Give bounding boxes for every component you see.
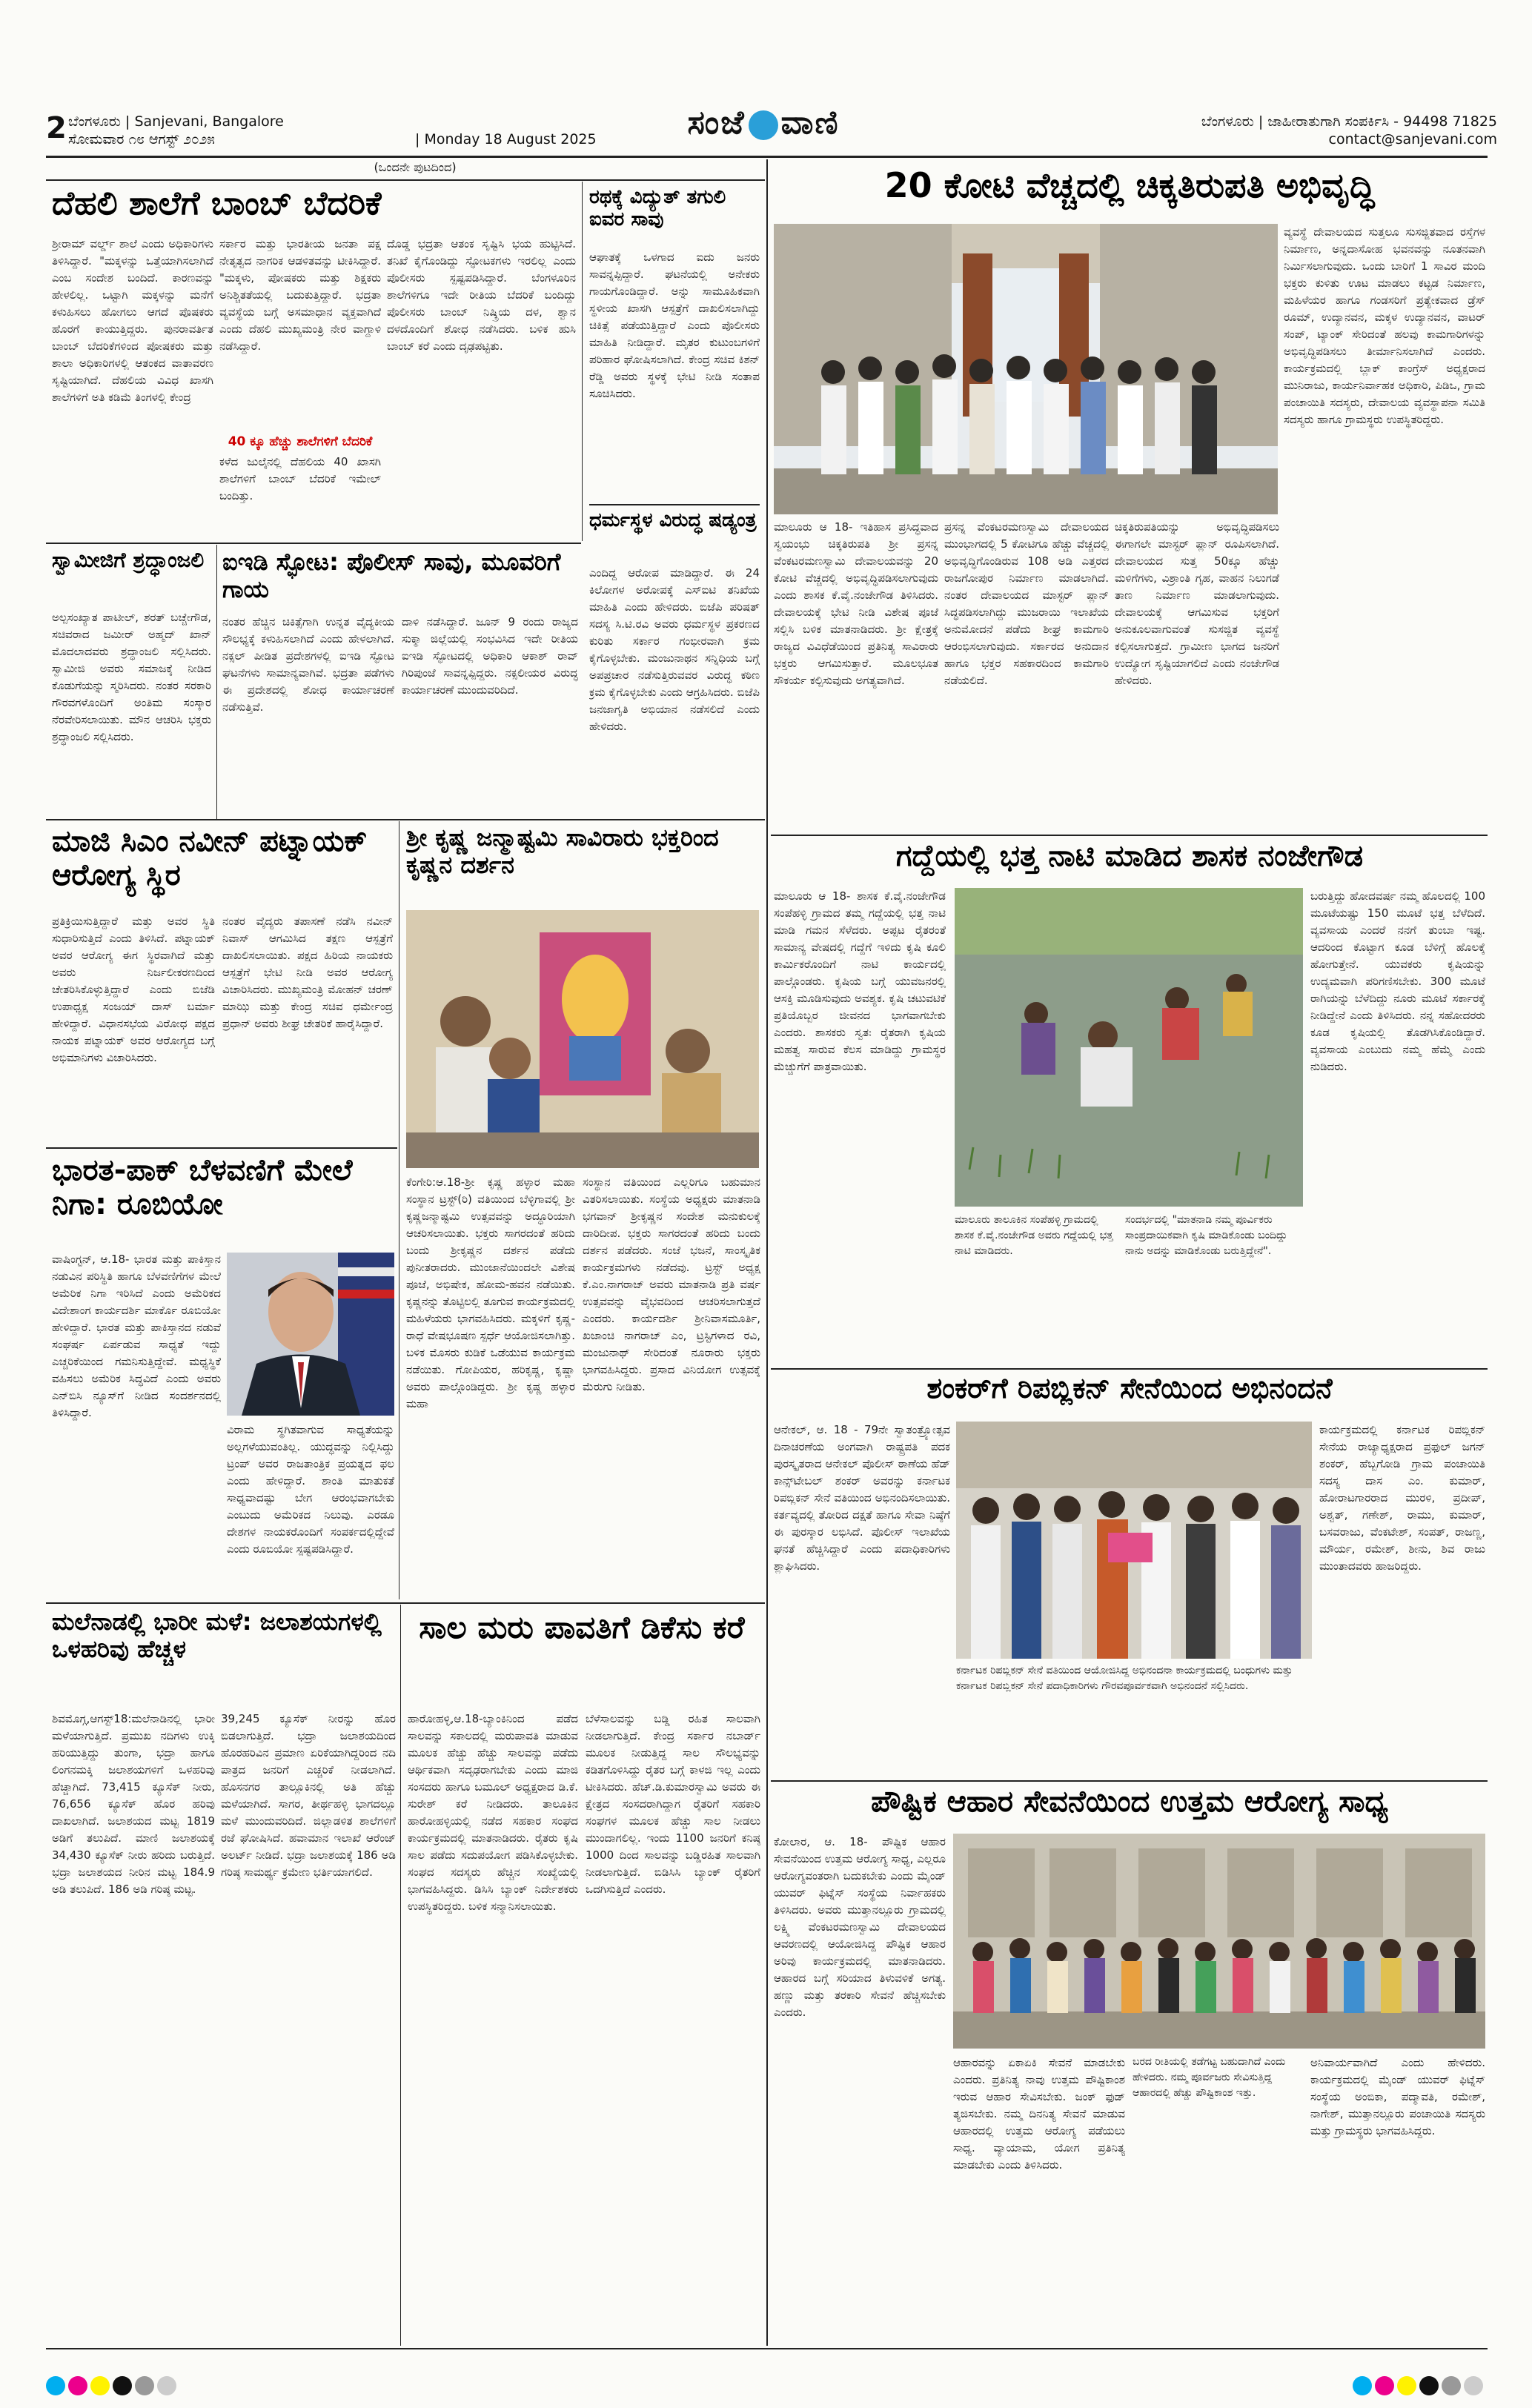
bomb-highlight: 40 ಕ್ಕೂ ಹೆಚ್ಚು ಶಾಲೆಗಳಿಗೆ ಬೆದರಿಕೆ (228, 434, 373, 449)
rubio-headline: ಭಾರತ-ಪಾಕ್ ಬೆಳವಣಿಗೆ ಮೇಲೆ ನಿಗಾ: ರೂಬಿಯೋ (52, 1153, 353, 1221)
rain-col1: ಶಿವಮೊಗ್ಗ,ಆಗಸ್ಟ್18:ಮಲೆನಾಡಿನಲ್ಲಿ ಭಾರೀ ಮಳೆಯಾಗುತ್ತಿದೆ. ಪ್ರಮುಖ ನದಿಗಳು ಉಕ್ಕಿ ಹರಿಯುತ್ತಿದ್ದು ತುಂಗಾ, ಭದ್ರಾ ಹಾಗೂ ಲಿಂಗನಮಕ್ಕಿ ಜಲಾಶಯಗಳಿಗೆ ಒಳಹರಿವು ಹೆಚ್ಚಾಗಿದೆ. 73,415 ಕ್ಯೂಸೆಕ್ ನೀರು, 76,656 ಕ್ಯೂಸೆಕ್ ಹೊರ ಹರಿವು ದಾಖಲಾಗಿದೆ. ಜಲಾಶಯದ ಮಟ್ಟ 1819 ಅಡಿಗೆ ತಲುಪಿದೆ. ಮಾಣಿ ಜಲಾಶಯಕ್ಕೆ 34,430 ಕ್ಯೂಸೆಕ್ ನೀರು ಹರಿದು ಬರುತ್ತಿದೆ. ಭದ್ರಾ ಜಲಾಶಯದ ನೀರಿನ ಮಟ್ಟ 184.9 ಅಡಿ ತಲುಪಿದೆ. 186 ಅಡಿ ಗರಿಷ್ಠ ಮಟ್ಟ. (52, 1712, 215, 1896)
tirupati-col1: ಮಾಲೂರು ಆ 18- ಇತಿಹಾಸ ಪ್ರಸಿದ್ಧವಾದ ಸ್ವಯಂಭು ಚಿಕ್ಕತಿರುಪತಿ ಶ್ರೀ ಪ್ರಸನ್ನ ವೆಂಕಟರಮಣಸ್ವಾಮಿ ದೇವಾಲಯವನ್ನು 20 ಕೋಟಿ ವೆಚ್ಚದಲ್ಲಿ ಅಭಿವೃದ್ಧಿಪಡಿಸಲಾಗುವುದು ಎಂದು ಶಾಸಕ ಕೆ.ವೈ.ನಂಜೇಗೌಡ ತಿಳಿಸಿದರು. ದೇವಾಲಯಕ್ಕೆ ಭೇಟಿ ನೀಡಿ ವಿಶೇಷ ಪೂಜೆ ಸಲ್ಲಿಸಿ ಬಳಿಕ ಮಾತನಾಡಿದರು. ಶ್ರೀ ಕ್ಷೇತ್ರಕ್ಕೆ ರಾಜ್ಯದ ವಿವಿಧೆಡೆಯಿಂದ ಪ್ರತಿನಿತ್ಯ ಸಾವಿರಾರು ಭಕ್ತರು ಆಗಮಿಸುತ್ತಾರೆ. ಮೂಲಭೂತ ಸೌಕರ್ಯ ಕಲ್ಪಿಸುವುದು ಅಗತ್ಯವಾಗಿದೆ. (774, 520, 938, 687)
print-registration-left (46, 2376, 224, 2398)
tirupati-side: ವ್ಯವಸ್ಥೆ ದೇವಾಲಯದ ಸುತ್ತಲೂ ಸುಸಜ್ಜಿತವಾದ ರಸ್ತೆಗಳ ನಿರ್ಮಾಣ, ಅನ್ನದಾಸೋಹ ಭವನವನ್ನು ನೂತನವಾಗಿ ನಿರ್ಮಿಸಲಾಗುವುದು. ಒಂದು ಬಾರಿಗೆ 1 ಸಾವಿರ ಮಂದಿ ಭಕ್ತರು ಕುಳಿತು ಊಟ ಮಾಡಲು ಕಟ್ಟಡ ನಿರ್ಮಾಣ, ಮಹಿಳೆಯರ ಹಾಗೂ ಗಂಡಸರಿಗೆ ಪ್ರತ್ಯೇಕವಾದ ಡ್ರೆಸ್ ರೂಮ್, ಉದ್ಯಾನವನ, ಮಕ್ಕಳ ಉದ್ಯಾನವನ, ವಾಟರ್ ಸಂಪ್, ಟ್ಯಾಂಕ್ ಸೇರಿದಂತೆ ಹಲವು ಕಾಮಗಾರಿಗಳನ್ನು ಅಭಿವೃದ್ಧಿಪಡಿಸಲು ತೀರ್ಮಾನಿಸಲಾಗಿದೆ ಎಂದರು. ಕಾರ್ಯಕ್ರಮದಲ್ಲಿ ಬ್ಲಾಕ್ ಕಾಂಗ್ರೆಸ್ ಅಧ್ಯಕ್ಷರಾದ ಮುನಿರಾಜು, ಕಾರ್ಯನಿರ್ವಾಹಕ ಅಧಿಕಾರಿ, ಪಿಡಿಒ, ಗ್ರಾಮ ಪಂಚಾಯಿತಿ ಸದಸ್ಯರು, ದೇವಾಲಯ ವ್ಯವಸ್ಥಾಪನಾ ಸಮಿತಿ ಸದಸ್ಯರು ಹಾಗೂ ಗ್ರಾಮಸ್ಥರು ಉಪಸ್ಥಿತರಿದ್ದರು. (1284, 225, 1485, 426)
shankar-felicitation-photo (956, 1422, 1312, 1659)
bomb-headline: ದೆಹಲಿ ಶಾಲೆಗೆ ಬಾಂಬ್ ಬೆದರಿಕೆ (52, 185, 382, 222)
paddy-photo (955, 888, 1303, 1207)
paddy-field-photo (955, 888, 1303, 1207)
tirupati-col2: ಪ್ರಸನ್ನ ವೆಂಕಟರಮಣಸ್ವಾಮಿ ದೇವಾಲಯದ ಮುಂಭಾಗದಲ್ಲಿ 5 ಕೋಟಿಗೂ ಹೆಚ್ಚು ವೆಚ್ಚದಲ್ಲಿ ಅಭಿವೃದ್ಧಿಗೊಂಡಿರುವ 108 ಅಡಿ ಎತ್ತರದ ರಾಜಗೋಪುರ ನಿರ್ಮಾಣ ಮಾಡಲಾಗಿದೆ. ನಂತರ ದೇವಾಲಯದ ಮಾಸ್ಟರ್ ಪ್ಲಾನ್ ಸಿದ್ಧಪಡಿಸಲಾಗಿದ್ದು ಮುಜರಾಯಿ ಇಲಾಖೆಯ ಅನುಮೋದನೆ ಪಡೆದು ಶೀಘ್ರ ಕಾಮಗಾರಿ ಆರಂಭಿಸಲಾಗುವುದು. ಸರ್ಕಾರದ ಅನುದಾನ ಹಾಗೂ ಭಕ್ತರ ಸಹಕಾರದಿಂದ ಕಾಮಗಾರಿ ನಡೆಯಲಿದೆ. (944, 520, 1109, 687)
nutrition-photo (953, 1834, 1485, 2049)
naveen-headline: ಮಾಜಿ ಸಿಎಂ ನವೀನ್ ಪಟ್ನಾಯಕ್ ಆರೋಗ್ಯ ಸ್ಥಿರ (52, 824, 368, 892)
nutrition-headline: ಪೌಷ್ಟಿಕ ಆಹಾರ ಸೇವನೆಯಿಂದ ಉತ್ತಮ ಆರೋಗ್ಯ ಸಾಧ್ಯ (871, 1785, 1388, 1819)
tirupati-photo (774, 224, 1278, 514)
date-kannada: ಸೋಮವಾರ ೧೮ ಆಗಸ್ಟ್ ೨೦೨೫ (68, 131, 215, 147)
shankar-col1: ಆನೇಕಲ್, ಆ. 18 - 79ನೇ ಸ್ವಾತಂತ್ರ್ಯೋತ್ಸವ ದಿನಾಚರಣೆಯ ಅಂಗವಾಗಿ ರಾಷ್ಟ್ರಪತಿ ಪದಕ ಪುರಸ್ಕೃತರಾದ ಆನೇಕಲ್ ಪೊಲೀಸ್ ಠಾಣೆಯ ಹೆಡ್ ಕಾನ್ಸ್‌ಟೇಬಲ್ ಶಂಕರ್ ಅವರನ್ನು ಕರ್ನಾಟಕ ರಿಪಬ್ಲಿಕನ್ ಸೇನೆ ವತಿಯಿಂದ ಅಭಿನಂದಿಸಲಾಯಿತು. ಕರ್ತವ್ಯದಲ್ಲಿ ತೋರಿದ ದಕ್ಷತೆ ಹಾಗೂ ಸೇವಾ ನಿಷ್ಠೆಗೆ ಈ ಪುರಸ್ಕಾರ ಲಭಿಸಿದೆ. ಪೊಲೀಸ್ ಇಲಾಖೆಯ ಘನತೆ ಹೆಚ್ಚಿಸಿದ್ದಾರೆ ಎಂದು ಪದಾಧಿಕಾರಿಗಳು ಶ್ಲಾಘಿಸಿದರು. (774, 1423, 950, 1573)
bomb-col3: ದೊಡ್ಡ ಭದ್ರತಾ ಆತಂಕ ಸೃಷ್ಟಿಸಿ ಭಯ ಹುಟ್ಟಿಸಿದೆ. ತನಿಖೆ ಕೈಗೊಂಡಿದ್ದು ಸ್ಫೋಟಕಗಳು ಇರಲಿಲ್ಲ ಎಂದು ಪೊಲೀಸರು ಸ್ಪಷ್ಟಪಡಿಸಿದ್ದಾರೆ. ಬೆಂಗಳೂರಿನ ಶಾಲೆಗಳಿಗೂ ಇದೇ ರೀತಿಯ ಬೆದರಿಕೆ ಬಂದಿದ್ದು ಪೊಲೀಸರು ಬಾಂಬ್ ನಿಷ್ಕ್ರಿಯ ದಳ, ಶ್ವಾನ ದಳದೊಂದಿಗೆ ಶೋಧ ನಡೆಸಿದರು. ಬಳಿಕ ಹುಸಿ ಬಾಂಬ್ ಕರೆ ಎಂದು ದೃಢಪಟ್ಟಿತು. (387, 237, 576, 353)
globe-icon (749, 110, 778, 140)
electrocution-body: ಆಘಾತಕ್ಕೆ ಒಳಗಾದ ಐದು ಜನರು ಸಾವನ್ನಪ್ಪಿದ್ದಾರೆ. ಘಟನೆಯಲ್ಲಿ ಅನೇಕರು ಗಾಯಗೊಂಡಿದ್ದಾರೆ. ಅನ್ನು ಸಾಮೂಹಿಕವಾಗಿ ಸ್ಥಳೀಯ ಖಾಸಗಿ ಆಸ್ಪತ್ರೆಗೆ ದಾಖಲಿಸಲಾಗಿದ್ದು ಚಿಕಿತ್ಸೆ ಪಡೆಯುತ್ತಿದ್ದಾರೆ ಎಂದು ಪೊಲೀಸರು ಮಾಹಿತಿ ನೀಡಿದ್ದಾರೆ. ಮೃತರ ಕುಟುಂಬಗಳಿಗೆ ಪರಿಹಾರ ಘೋಷಿಸಲಾಗಿದೆ. ಕೇಂದ್ರ ಸಚಿವ ಕಿಶನ್ ರೆಡ್ಡಿ ಅವರು ಸ್ಥಳಕ್ಕೆ ಭೇಟಿ ನೀಡಿ ಸಂತಾಪ ಸೂಚಿಸಿದರು. (589, 251, 760, 400)
tribute-headline: ಸ್ವಾಮೀಜಿಗೆ ಶ್ರದ್ಧಾಂಜಲಿ (52, 548, 205, 572)
rubio-photo (227, 1253, 394, 1416)
city-label: ಬೆಂಗಳೂರು (68, 113, 121, 130)
naveen-col2: ನಂತರ ವೈದ್ಯರು ತಪಾಸಣೆ ನಡೆಸಿ ನವೀನ್ ನಿವಾಸ್ ಆಗಮಿಸಿದ ತಕ್ಷಣ ಆಸ್ಪತ್ರೆಗೆ ದಾಖಲಿಸಲಾಯಿತು. ಪಕ್ಷದ ಹಿರಿಯ ನಾಯಕರು ಆಸ್ಪತ್ರೆಗೆ ಭೇಟಿ ನೀಡಿ ಅವರ ಆರೋಗ್ಯ ವಿಚಾರಿಸಿದರು. ಮುಖ್ಯಮಂತ್ರಿ ಮೋಹನ್ ಚರಣ್ ಮಾಝಿ ಮತ್ತು ಕೇಂದ್ರ ಸಚಿವ ಧರ್ಮೇಂದ್ರ ಪ್ರಧಾನ್ ಅವರು ಶೀಘ್ರ ಚೇತರಿಕೆ ಹಾರೈಸಿದ್ದಾರೆ. (222, 915, 393, 1030)
paddy-caption2: ಸಂದರ್ಭದಲ್ಲಿ "ಮಾತನಾಡಿ ನಮ್ಮ ಪೂರ್ವಿಕರು ಸಾಂಪ್ರದಾಯಿಕವಾಗಿ ಕೃಷಿ ಮಾಡಿಕೊಂಡು ಬಂದಿದ್ದು ನಾನು ಅದನ್ನು ಮಾಡಿಕೊಂಡು ಬರುತ್ತಿದ್ದೇನೆ". (1125, 1214, 1287, 1257)
paddy-headline: ಗದ್ದೆಯಲ್ಲಿ ಭತ್ತ ನಾಟಿ ಮಾಡಿದ ಶಾಸಕ ನಂಜೇಗೌಡ (895, 839, 1364, 873)
print-registration-right (1353, 2376, 1516, 2398)
paddy-caption: ಮಾಲೂರು ತಾಲೂಕಿನ ಸಂಪೆಹಳ್ಳಿ ಗ್ರಾಮದಲ್ಲಿ ಶಾಸಕ ಕೆ.ವೈ.ನಂಜೇಗೌಡ ಅವರು ಗದ್ದೆಯಲ್ಲಿ ಭತ್ತ ನಾಟಿ ಮಾಡಿದರು. (955, 1214, 1113, 1257)
rubio-portrait (227, 1253, 394, 1416)
masthead-left: ಬೆಂಗಳೂರು | Sanjevani, Bangalore ಸೋಮವಾರ ೧೮ ಆಗಸ್ಟ್ ೨೦೨೫ (68, 113, 284, 147)
bomb-col2: ಸರ್ಕಾರ ಮತ್ತು ಭಾರತೀಯ ಜನತಾ ಪಕ್ಷ ನೇತೃತ್ವದ ನಾಗರಿಕ ಆಡಳಿತವನ್ನು ಟೀಕಿಸಿದ್ದಾರೆ. "ಮಕ್ಕಳು, ಪೋಷಕರು ಮತ್ತು ಶಿಕ್ಷಕರು ಅನಿಶ್ಚಿತತೆಯಲ್ಲಿ ಬದುಕುತ್ತಿದ್ದಾರೆ. ಭದ್ರತಾ ವ್ಯವಸ್ಥೆಯ ಬಗ್ಗೆ ಅಸಮಾಧಾನ ವ್ಯಕ್ತವಾಗಿದೆ ಎಂದು ದೆಹಲಿ ಮುಖ್ಯಮಂತ್ರಿ ನೇರ ವಾಗ್ದಾಳಿ ನಡೆಸಿದ್ದಾರೆ. 40 ಕ್ಕೂ ಹೆಚ್ಚು ಶಾಲೆಗಳಿಗೆ ಬೆದರಿಕೆ ಕಳೆದ ಜುಲೈನಲ್ಲಿ ದೆಹಲಿಯ 40 ಖಾಸಗಿ ಶಾಲೆಗಳಿಗೆ ಬಾಂಬ್ ಬೆದರಿಕೆ ಇಮೇಲ್ ಬಂದಿತ್ತು. (219, 237, 381, 503)
dkshi-col2: ಬೆಳೆಸಾಲವನ್ನು ಬಡ್ಡಿ ರಹಿತ ಸಾಲವಾಗಿ ನೀಡಲಾಗುತ್ತಿದೆ. ಕೇಂದ್ರ ಸರ್ಕಾರ ನಬಾರ್ಡ್ ಮೂಲಕ ನೀಡುತ್ತಿದ್ದ ಸಾಲ ಸೌಲಭ್ಯವನ್ನು ಕಡಿತಗೊಳಿಸಿದ್ದು ರೈತರ ಬಗ್ಗೆ ಕಾಳಜಿ ಇಲ್ಲ ಎಂದು ಟೀಕಿಸಿದರು. ಹೆಚ್.ಡಿ.ಕುಮಾರಸ್ವಾಮಿ ಅವರು ಈ ಕ್ಷೇತ್ರದ ಸಂಸದರಾಗಿದ್ದಾಗ ರೈತರಿಗೆ ಸಹಕಾರಿ ಸಂಘಗಳ ಮೂಲಕ ಹೆಚ್ಚು ಸಾಲ ನೀಡಲು ಮುಂದಾಗಲಿಲ್ಲ. ಇಂದು 1100 ಜನರಿಗೆ ಕನಿಷ್ಠ 1000 ದಿಂದ ಸಾಲವನ್ನು ಬಡ್ಡಿರಹಿತ ಸಾಲವಾಗಿ ನೀಡಲಾಗುತ್ತಿದೆ. ಬಿಡಿಸಿಸಿ ಬ್ಯಾಂಕ್ ರೈತರಿಗೆ ಒದಗಿಸುತ್ತಿದೆ ಎಂದರು. (586, 1712, 760, 1896)
krishna-col1: ಕೆಂಗೇರಿ:ಆ.18-ಶ್ರೀ ಕೃಷ್ಣ ಹಳ್ಳಾರ ಮಹಾ ಸಂಸ್ಥಾನ ಟ್ರಸ್ಟ್(ರಿ) ವತಿಯಿಂದ ಬೆಳ್ಳಿಗಾವಲ್ಲಿ ಶ್ರೀ ಕೃಷ್ಣಜನ್ಮಾಷ್ಟಮಿ ಉತ್ಸವವನ್ನು ಅದ್ಧೂರಿಯಾಗಿ ಆಚರಿಸಲಾಯಿತು. ಭಕ್ತರು ಸಾಗರದಂತೆ ಹರಿದು ಬಂದು ಶ್ರೀಕೃಷ್ಣನ ದರ್ಶನ ಪಡೆದು ಪುನೀತರಾದರು. ಮುಂಜಾನೆಯಿಂದಲೇ ವಿಶೇಷ ಪೂಜೆ, ಅಭಿಷೇಕ, ಹೋಮ-ಹವನ ನಡೆಯಿತು. ಕೃಷ್ಣನನ್ನು ತೊಟ್ಟಿಲಲ್ಲಿ ತೂಗುವ ಕಾರ್ಯಕ್ರಮದಲ್ಲಿ ಮಹಿಳೆಯರು ಭಾಗವಹಿಸಿದರು. ಮಕ್ಕಳಿಗೆ ಕೃಷ್ಣ-ರಾಧೆ ವೇಷಭೂಷಣ ಸ್ಪರ್ಧೆ ಆಯೋಜಿಸಲಾಗಿತ್ತು. ಬಳಿಕ ಮೊಸರು ಕುಡಿಕೆ ಒಡೆಯುವ ಕಾರ್ಯಕ್ರಮ ನಡೆಯಿತು. ಗೋಪಿಯರ, ಹರಿಕೃಷ್ಣ, ಕೃಷ್ಣಾ ಅವರು ಪಾಲ್ಗೊಂಡಿದ್ದರು. ಶ್ರೀ ಕೃಷ್ಣ ಹಳ್ಳಾರ ಮಹಾ (406, 1175, 575, 1410)
paddy-col2: ಬರುತ್ತಿದ್ದು ಹೋದವರ್ಷ ನಮ್ಮ ಹೊಲದಲ್ಲಿ 100 ಮೂಟೆಯಷ್ಟು 150 ಮೂಟೆ ಭತ್ತ ಬೆಳೆದಿದೆ. ವ್ಯವಸಾಯ ಎಂದರೆ ನನಗೆ ತುಂಬಾ ಇಷ್ಟ. ಆದರಿಂದ ಕೊಟ್ಟಾಗ ಕೂಡ ಬೆಳಿಗ್ಗೆ ಹೊಲಕ್ಕೆ ಹೋಗುತ್ತೇನೆ. ಯುವಕರು ಕೃಷಿಯನ್ನು ಉದ್ಯಮವಾಗಿ ಪರಿಗಣಿಸಬೇಕು. 300 ಮೂಟೆ ರಾಗಿಯನ್ನು ಬೆಳೆದಿದ್ದು ನೂರು ಮೂಟೆ ಸರ್ಕಾರಕ್ಕೆ ನೀಡಿದ್ದೇನೆ ಎಂದು ತಿಳಿಸಿದರು. ನನ್ನ ಸಹೋದರರು ಕೂಡ ಕೃಷಿಯಲ್ಲಿ ತೊಡಗಿಸಿಕೊಂಡಿದ್ದಾರೆ. ವ್ಯವಸಾಯ ಎಂಬುದು ನಮ್ಮ ಹೆಮ್ಮೆ ಎಂದು ನುಡಿದರು. (1310, 889, 1485, 1073)
nutrition-col1: ಕೋಲಾರ, ಆ. 18- ಪೌಷ್ಟಿಕ ಆಹಾರ ಸೇವನೆಯಿಂದ ಉತ್ತಮ ಆರೋಗ್ಯ ಸಾಧ್ಯ, ಎಲ್ಲರೂ ಆರೋಗ್ಯವಂತರಾಗಿ ಬದುಕಬೇಕು ಎಂದು ಮೈಂಡ್ ಯುವರ್ ಫಿಟ್ನೆಸ್ ಸಂಸ್ಥೆಯ ನಿರ್ವಾಹಕರು ತಿಳಿಸಿದರು. ಅವರು ಮುತ್ತಾನಲ್ಲೂರು ಗ್ರಾಮದಲ್ಲಿ ಲಕ್ಷ್ಮಿ ವೆಂಕಟರಮಣಸ್ವಾಮಿ ದೇವಾಲಯದ ಆವರಣದಲ್ಲಿ ಆಯೋಜಿಸಿದ್ದ ಪೌಷ್ಟಿಕ ಆಹಾರ ಅರಿವು ಕಾರ್ಯಕ್ರಮದಲ್ಲಿ ಮಾತನಾಡಿದರು. ಆಹಾರದ ಬಗ್ಗೆ ಸರಿಯಾದ ತಿಳುವಳಿಕೆ ಅಗತ್ಯ. ಹಣ್ಣು ಮತ್ತು ತರಕಾರಿ ಸೇವನೆ ಹೆಚ್ಚಿಸಬೇಕು ಎಂದರು. (774, 1835, 946, 2019)
rain-headline: ಮಲೆನಾಡಲ್ಲಿ ಭಾರೀ ಮಳೆ: ಜಲಾಶಯಗಳಲ್ಲಿ ಒಳಹರಿವು ಹೆಚ್ಚಳ (52, 1608, 382, 1663)
page-number: 2 (46, 111, 67, 145)
continued-label: (ಒಂದನೇ ಪುಟದಿಂದ) (374, 160, 457, 174)
masthead-right (1156, 113, 1497, 148)
tirupati-group-photo (774, 224, 1278, 514)
ad-contact: ಬೆಂಗಳೂರು | ಜಾಹೀರಾತುಗಾಗಿ ಸಂಪರ್ಕಿಸಿ - 94498 71825 (1201, 113, 1497, 130)
nutrition-col2: ಆಹಾರವನ್ನು ಏಕಾಏಕಿ ಸೇವನೆ ಮಾಡಬೇಕು ಎಂದರು. ಪ್ರತಿನಿತ್ಯ ನಾವು ಉತ್ತಮ ಪೌಷ್ಟಿಕಾಂಶ ಇರುವ ಆಹಾರ ಸೇವಿಸಬೇಕು. ಜಂಕ್ ಫುಡ್ ತ್ಯಜಿಸಬೇಕು. ನಮ್ಮ ದಿನನಿತ್ಯ ಸೇವನೆ ಮಾಡುವ ಆಹಾರದಲ್ಲಿ ಉತ್ತಮ ಆರೋಗ್ಯ ಪಡೆಯಲು ಸಾಧ್ಯ. ವ್ಯಾಯಾಮ, ಯೋಗ ಪ್ರತಿನಿತ್ಯ ಮಾಡಬೇಕು ಎಂದು ತಿಳಿಸಿದರು. (953, 2056, 1125, 2172)
dharmasthala-headline: ಧರ್ಮಸ್ಥಳ ವಿರುದ್ಧ ಷಡ್ಯಂತ್ರ (589, 510, 757, 531)
krishna-headline: ಶ್ರೀ ಕೃಷ್ಣ ಜನ್ಮಾಷ್ಟಮಿ ಸಾವಿರಾರು ಭಕ್ತರಿಂದ ಕೃಷ್ಣನ ದರ್ಶನ (406, 824, 719, 879)
krishna-photo-illustration (406, 910, 759, 1168)
shankar-headline: ಶಂಕರ್‌ಗೆ ರಿಪಬ್ಲಿಕನ್ ಸೇನೆಯಿಂದ ಅಭಿನಂದನೆ (926, 1373, 1333, 1404)
dkshi-col1: ಹಾರೋಹಳ್ಳಿ,ಆ.18-ಬ್ಯಾಂಕಿನಿಂದ ಪಡೆದ ಸಾಲವನ್ನು ಸಕಾಲದಲ್ಲಿ ಮರುಪಾವತಿ ಮಾಡುವ ಮೂಲಕ ಹೆಚ್ಚು ಹೆಚ್ಚು ಸಾಲವನ್ನು ಪಡೆದು ಆರ್ಥಿಕವಾಗಿ ಸದೃಢರಾಗಬೇಕು ಎಂದು ಮಾಜಿ ಸಂಸದರು ಹಾಗೂ ಬಮೂಲ್ ಅಧ್ಯಕ್ಷರಾದ ಡಿ.ಕೆ. ಸುರೇಶ್ ಕರೆ ನೀಡಿದರು. ತಾಲೂಕಿನ ಹಾರೋಹಳ್ಳಿಯಲ್ಲಿ ನಡೆದ ಸಹಕಾರ ಸಂಘದ ಕಾರ್ಯಕ್ರಮದಲ್ಲಿ ಮಾತನಾಡಿದರು. ರೈತರು ಕೃಷಿ ಸಾಲ ಪಡೆದು ಸದುಪಯೋಗ ಪಡಿಸಿಕೊಳ್ಳಬೇಕು. ಸಂಘದ ಸದಸ್ಯರು ಹೆಚ್ಚಿನ ಸಂಖ್ಯೆಯಲ್ಲಿ ಭಾಗವಹಿಸಿದ್ದರು. ಡಿಸಿಸಿ ಬ್ಯಾಂಕ್ ನಿರ್ದೇಶಕರು ಉಪಸ್ಥಿತರಿದ್ದರು. ಬಳಿಕ ಸನ್ಮಾನಿಸಲಾಯಿತು. (408, 1712, 578, 1913)
shankar-caption: ಕರ್ನಾಟಕ ರಿಪಬ್ಲಿಕನ್ ಸೇನೆ ವತಿಯಿಂದ ಆಯೋಜಿಸಿದ್ದ ಅಭಿನಂದನಾ ಕಾರ್ಯಕ್ರಮದಲ್ಲಿ ಬಂಧುಗಳು ಮತ್ತು ಕರ್ನಾಟಕ ರಿಪಬ್ಲಿಕನ್ ಸೇನೆ ಪದಾಧಿಕಾರಿಗಳು ಗೌರವಪೂರ್ವಕವಾಗಿ ಅಭಿನಂದನೆ ಸಲ್ಲಿಸಿದರು. (956, 1665, 1293, 1692)
contact-email[interactable]: contact@sanjevani.com (1328, 131, 1497, 147)
dkshi-headline: ಸಾಲ ಮರು ಪಾವತಿಗೆ ಡಿಕೆಸು ಕರೆ (419, 1610, 745, 1645)
rubio-col2: ವಿರಾಮ ಸ್ಥಗಿತವಾಗುವ ಸಾಧ್ಯತೆಯನ್ನು ಅಲ್ಲಗಳೆಯುವಂತಿಲ್ಲ. ಯುದ್ಧವನ್ನು ನಿಲ್ಲಿಸಿದ್ದು ಟ್ರಂಪ್ ಅವರ ರಾಜತಾಂತ್ರಿಕ ಪ್ರಯತ್ನದ ಫಲ ಎಂದು ಹೇಳಿದ್ದಾರೆ. ಶಾಂತಿ ಮಾತುಕತೆ ಸಾಧ್ಯವಾದಷ್ಟು ಬೇಗ ಆರಂಭವಾಗಬೇಕು ಎಂಬುದು ಅಮೆರಿಕದ ನಿಲುವು. ಎರಡೂ ದೇಶಗಳ ನಾಯಕರೊಂದಿಗೆ ಸಂಪರ್ಕದಲ್ಲಿದ್ದೇವೆ ಎಂದು ರೂಬಿಯೋ ಸ್ಪಷ್ಟಪಡಿಸಿದ್ದಾರೆ. (227, 1423, 394, 1556)
nutrition-col3: ಅನಿವಾರ್ಯವಾಗಿದೆ ಎಂದು ಹೇಳಿದರು. ಕಾರ್ಯಕ್ರಮದಲ್ಲಿ ಮೈಂಡ್ ಯುವರ್ ಫಿಟ್ನೆಸ್ ಸಂಸ್ಥೆಯ ಅಂಬಿಕಾ, ಪದ್ಮಾವತಿ, ರಮೇಶ್, ನಾಗೇಶ್, ಮುತ್ತಾನಲ್ಲೂರು ಪಂಚಾಯಿತಿ ಸದಸ್ಯರು ಮತ್ತು ಗ್ರಾಮಸ್ಥರು ಭಾಗವಹಿಸಿದ್ದರು. (1310, 2056, 1485, 2137)
shankar-col2: ಕಾರ್ಯಕ್ರಮದಲ್ಲಿ ಕರ್ನಾಟಕ ರಿಪಬ್ಲಿಕನ್ ಸೇನೆಯ ರಾಜ್ಯಾಧ್ಯಕ್ಷರಾದ ಪ್ರಫುಲ್ ಜಗನ್ ಶಂಕರ್, ಹೆಬ್ಬಗೋಡಿ ಗ್ರಾಮ ಪಂಚಾಯಿತಿ ಸದಸ್ಯ ದಾಸ ಎಂ. ಕುಮಾರ್, ಹೋರಾಟಗಾರರಾದ ಮುರಳಿ, ಪ್ರದೀಪ್, ಅಶ್ವತ್, ಗಣೇಶ್, ರಾಮು, ಕುಮಾರ್, ಬಸವರಾಜು, ವೆಂಕಟೇಶ್, ಸಂಪತ್, ರಾಜಣ್ಣ, ಮೌರ್ಯ, ರಮೇಶ್, ಶೀನು, ಶಿವ ರಾಜು ಮುಂತಾದವರು ಹಾಜರಿದ್ದರು. (1319, 1423, 1485, 1573)
shankar-photo (956, 1422, 1312, 1659)
dharmasthala-body: ಎಂದಿದ್ದ ಆರೋಪ ಮಾಡಿದ್ದಾರೆ. ಈ 24 ಕಿಲೋಗಳ ಅರೋಪಕ್ಕೆ ಎಸ್‌ಐಟಿ ತನಿಖೆಯ ಮಾಹಿತಿ ಎಂದು ಹೇಳಿದರು. ಬಿಜೆಪಿ ಪರಿಷತ್ ಸದಸ್ಯ ಸಿ.ಟಿ.ರವಿ ಅವರು ಧರ್ಮಸ್ಥಳ ಪ್ರಕರಣದ ಕುರಿತು ಸರ್ಕಾರ ಗಂಭೀರವಾಗಿ ಕ್ರಮ ಕೈಗೊಳ್ಳಬೇಕು. ಮಂಜುನಾಥನ ಸನ್ನಿಧಿಯ ಬಗ್ಗೆ ಅಪಪ್ರಚಾರ ನಡೆಸುತ್ತಿರುವವರ ವಿರುದ್ಧ ಕಠಿಣ ಕ್ರಮ ಕೈಗೊಳ್ಳಬೇಕು ಎಂದು ಆಗ್ರಹಿಸಿದರು. ಬಿಜೆಪಿ ಜನಜಾಗೃತಿ ಅಭಿಯಾನ ನಡೆಸಲಿದೆ ಎಂದು ಹೇಳಿದರು. (589, 566, 760, 733)
nutrition-caption: ಬರದ ರೀತಿಯಲ್ಲಿ ತಡೆಗಟ್ಟ ಬಹುದಾಗಿದೆ ಎಂದು ಹೇಳಿದರು. ನಮ್ಮ ಪೂರ್ವಜರು ಸೇವಿಸುತ್ತಿದ್ದ ಆಹಾರದಲ್ಲಿ ಹೆಚ್ಚು ಪೌಷ್ಟಿಕಾಂಶ ಇತ್ತು. (1133, 2056, 1286, 2099)
edition-label: Sanjevani, Bangalore (134, 113, 284, 130)
blast-col2: ದಾಳಿ ನಡೆಸಿದ್ದಾರೆ. ಜೂನ್ 9 ರಂದು ರಾಜ್ಯದ ಸುಕ್ಮಾ ಜಿಲ್ಲೆಯಲ್ಲಿ ಸಂಭವಿಸಿದ ಇದೇ ರೀತಿಯ ಐಇಡಿ ಸ್ಫೋಟದಲ್ಲಿ ಅಧಿಕಾರಿ ಆಕಾಶ್ ರಾವ್ ಗಿರಿಪುಂಜೆ ಸಾವನ್ನಪ್ಪಿದ್ದರು. ನಕ್ಸಲೀಯರ ವಿರುದ್ಧ ಕಾರ್ಯಾಚರಣೆ ಮುಂದುವರಿದಿದೆ. (402, 615, 578, 697)
blast-col1: ನಂತರ ಹೆಚ್ಚಿನ ಚಿಕಿತ್ಸೆಗಾಗಿ ಉನ್ನತ ವೈದ್ಯಕೀಯ ಸೌಲಭ್ಯಕ್ಕೆ ಕಳುಹಿಸಲಾಗಿದೆ ಎಂದು ಹೇಳಲಾಗಿದೆ. ನಕ್ಸಲ್ ಪೀಡಿತ ಪ್ರದೇಶಗಳಲ್ಲಿ ಐಇಡಿ ಸ್ಫೋಟ ಘಟನೆಗಳು ಸಾಮಾನ್ಯವಾಗಿವೆ. ಭದ್ರತಾ ಪಡೆಗಳು ಈ ಪ್ರದೇಶದಲ್ಲಿ ಶೋಧ ಕಾರ್ಯಾಚರಣೆ ನಡೆಸುತ್ತಿವೆ. (222, 615, 394, 714)
bomb-col1: ಶ್ರೀರಾಮ್ ವರ್ಲ್ಡ್ ಶಾಲೆ ಎಂದು ಅಧಿಕಾರಿಗಳು ತಿಳಿಸಿದ್ದಾರೆ. "ಮಕ್ಕಳನ್ನು ಒತ್ತೆಯಾಗಿಸಲಾಗಿದೆ ಎಂಬ ಸಂದೇಶ ಬಂದಿದೆ. ಕಾರಣವನ್ನು ಹೇಳಲಿಲ್ಲ. ಒಟ್ಟಾಗಿ ಮಕ್ಕಳನ್ನು ಮನೆಗೆ ಕಳುಹಿಸಲು ಹೋಗಲು ಆಗದೆ ಪೊಷಕರು ಹೊರಗೆ ಕಾಯುತ್ತಿದ್ದರು. ಪುನರಾವರ್ತಿತ ಬಾಂಬ್ ಬೆದರಿಕೆಗಳಿಂದ ಪೋಷಕರು ಮತ್ತು ಶಾಲಾ ಅಧಿಕಾರಿಗಳಲ್ಲಿ ಆತಂಕದ ವಾತಾವರಣ ಸೃಷ್ಟಿಯಾಗಿದೆ. ದೆಹಲಿಯ ವಿವಿಧ ಖಾಸಗಿ ಶಾಲೆಗಳಿಗೆ ಅತಿ ಕಡಿಮೆ ತಿಂಗಳಲ್ಲಿ ಕೇಂದ್ರ (52, 237, 213, 404)
tribute-body: ಅಲ್ಪಸಂಖ್ಯಾತ ಪಾಟೀಲ್, ಶರತ್ ಬಚ್ಚೇಗೌಡ, ಸಚಿವರಾದ ಜಮೀರ್ ಅಹ್ಮದ್ ಖಾನ್ ಮೊದಲಾದವರು ಶ್ರದ್ಧಾಂಜಲಿ ಸಲ್ಲಿಸಿದರು. ಸ್ವಾಮೀಜಿ ಅವರು ಸಮಾಜಕ್ಕೆ ನೀಡಿದ ಕೊಡುಗೆಯನ್ನು ಸ್ಮರಿಸಿದರು. ನಂತರ ಸರಕಾರಿ ಗೌರವಗಳೊಂದಿಗೆ ಅಂತಿಮ ಸಂಸ್ಕಾರ ನೆರವೇರಿಸಲಾಯಿತು. ಮೌನ ಆಚರಿಸಿ ಭಕ್ತರು ಶ್ರದ್ಧಾಂಜಲಿ ಸಲ್ಲಿಸಿದರು. (52, 611, 211, 743)
krishna-col2: ಸಂಸ್ಥಾನ ವತಿಯಿಂದ ಎಲ್ಲರಿಗೂ ಬಹುಮಾನ ವಿತರಿಸಲಾಯಿತು. ಸಂಸ್ಥೆಯ ಅಧ್ಯಕ್ಷರು ಮಾತನಾಡಿ ಭಗವಾನ್ ಶ್ರೀಕೃಷ್ಣನ ಸಂದೇಶ ಮನುಕುಲಕ್ಕೆ ದಾರಿದೀಪ. ಭಕ್ತರು ಸಾಗರದಂತೆ ಹರಿದು ಬಂದು ದರ್ಶನ ಪಡೆದರು. ಸಂಜೆ ಭಜನೆ, ಸಾಂಸ್ಕೃತಿಕ ಕಾರ್ಯಕ್ರಮಗಳು ನಡೆದವು. ಟ್ರಸ್ಟ್ ಅಧ್ಯಕ್ಷ ಕೆ.ಎಂ.ನಾಗರಾಜ್ ಅವರು ಮಾತನಾಡಿ ಪ್ರತಿ ವರ್ಷ ಉತ್ಸವವನ್ನು ವೈಭವದಿಂದ ಆಚರಿಸಲಾಗುತ್ತದೆ ಎಂದರು. ಕಾರ್ಯದರ್ಶಿ ಶ್ರೀನಿವಾಸಮೂರ್ತಿ, ಖಜಾಂಚಿ ನಾಗರಾಜ್ ಎಂ, ಟ್ರಸ್ಟಿಗಳಾದ ರವಿ, ಮಂಜುನಾಥ್ ಸೇರಿದಂತೆ ನೂರಾರು ಭಕ್ತರು ಭಾಗವಹಿಸಿದ್ದರು. ಪ್ರಸಾದ ವಿನಿಯೋಗ ಉತ್ಸವಕ್ಕೆ ಮೆರುಗು ನೀಡಿತು. (583, 1175, 760, 1393)
tirupati-col3: ಚಿಕ್ಕತಿರುಪತಿಯನ್ನು ಅಭಿವೃದ್ಧಿಪಡಿಸಲು ಈಗಾಗಲೇ ಮಾಸ್ಟರ್ ಪ್ಲಾನ್ ರೂಪಿಸಲಾಗಿದೆ. ದೇವಾಲಯದ ಸುತ್ತ 50ಕ್ಕೂ ಹೆಚ್ಚು ಮಳಿಗೆಗಳು, ವಿಶ್ರಾಂತಿ ಗೃಹ, ವಾಹನ ನಿಲುಗಡೆ ತಾಣ ನಿರ್ಮಾಣ ಮಾಡಲಾಗುವುದು. ದೇವಾಲಯಕ್ಕೆ ಆಗಮಿಸುವ ಭಕ್ತರಿಗೆ ಅನುಕೂಲವಾಗುವಂತೆ ಸುಸಜ್ಜಿತ ವ್ಯವಸ್ಥೆ ಕಲ್ಪಿಸಲಾಗುತ್ತದೆ. ಗ್ರಾಮೀಣ ಭಾಗದ ಜನರಿಗೆ ಉದ್ಯೋಗ ಸೃಷ್ಟಿಯಾಗಲಿದೆ ಎಂದು ನಂಜೇಗೌಡ ಹೇಳಿದರು. (1115, 520, 1279, 687)
nutrition-group-photo (953, 1834, 1485, 2049)
tirupati-headline: 20 ಕೋಟಿ ವೆಚ್ಚದಲ್ಲಿ ಚಿಕ್ಕತಿರುಪತಿ ಅಭಿವೃದ್ಧಿ (884, 166, 1375, 205)
paddy-col1: ಮಾಲೂರು ಆ 18- ಶಾಸಕ ಕೆ.ವೈ.ನಂಜೇಗೌಡ ಸಂಪೆಹಳ್ಳಿ ಗ್ರಾಮದ ತಮ್ಮ ಗದ್ದೆಯಲ್ಲಿ ಭತ್ತ ನಾಟಿ ಮಾಡಿ ಗಮನ ಸೆಳೆದರು. ಅಪ್ಪಟ ರೈತರಂತೆ ಸಾಮಾನ್ಯ ವೇಷದಲ್ಲಿ ಗದ್ದೆಗೆ ಇಳಿದು ಕೃಷಿ ಕೂಲಿ ಕಾರ್ಮಿಕರೊಂದಿಗೆ ನಾಟಿ ಕಾರ್ಯದಲ್ಲಿ ಪಾಲ್ಗೊಂಡರು. ಕೃಷಿಯ ಬಗ್ಗೆ ಯುವಜನರಲ್ಲಿ ಆಸಕ್ತಿ ಮೂಡಿಸುವುದು ಅವಶ್ಯಕ. ಕೃಷಿ ಚಟುವಟಿಕೆ ಪ್ರತಿಯೊಬ್ಬರ ಜೀವನದ ಭಾಗವಾಗಬೇಕು ಎಂದರು. ಶಾಸಕರು ಸ್ವತಃ ರೈತರಾಗಿ ಕೃಷಿಯ ಮಹತ್ವ ಸಾರುವ ಕೆಲಸ ಮಾಡಿದ್ದು ಗ್ರಾಮಸ್ಥರ ಮೆಚ್ಚುಗೆಗೆ ಪಾತ್ರವಾಯಿತು. (774, 889, 946, 1073)
date-english: | Monday 18 August 2025 (415, 131, 597, 147)
krishna-photo (406, 910, 759, 1168)
electrocution-headline: ರಥಕ್ಕೆ ವಿದ್ಯುತ್ ತಗುಲಿ ಐವರ ಸಾವು (589, 187, 726, 230)
newspaper-logo: ಸಂಜೆ ವಾಣಿ (687, 104, 840, 142)
rain-col2: 39,245 ಕ್ಯೂಸೆಕ್ ನೀರನ್ನು ಹೊರ ಬಿಡಲಾಗುತ್ತಿದೆ. ಭದ್ರಾ ಜಲಾಶಯದಿಂದ ಹೊರಹರಿವಿನ ಪ್ರಮಾಣ ಏರಿಕೆಯಾಗಿದ್ದರಿಂದ ನದಿ ಪಾತ್ರದ ಜನರಿಗೆ ಎಚ್ಚರಿಕೆ ನೀಡಲಾಗಿದೆ. ಹೊಸನಗರ ತಾಲ್ಲೂಕಿನಲ್ಲಿ ಅತಿ ಹೆಚ್ಚು ಮಳೆಯಾಗಿದೆ. ಸಾಗರ, ತೀರ್ಥಹಳ್ಳಿ ಭಾಗದಲ್ಲೂ ಮಳೆ ಮುಂದುವರಿದಿದೆ. ಜಿಲ್ಲಾಡಳಿತ ಶಾಲೆಗಳಿಗೆ ರಜೆ ಘೋಷಿಸಿದೆ. ಹವಾಮಾನ ಇಲಾಖೆ ಆರೆಂಜ್ ಅಲರ್ಟ್ ನೀಡಿದೆ. ಭದ್ರಾ ಜಲಾಶಯಕ್ಕೆ 186 ಅಡಿ ಗರಿಷ್ಠ ಸಾಮರ್ಥ್ಯ ಕ್ರಮೇಣ ಭರ್ತಿಯಾಗಲಿದೆ. (221, 1712, 396, 1879)
blast-headline: ಐಇಡಿ ಸ್ಫೋಟ: ಪೊಲೀಸ್ ಸಾವು, ಮೂವರಿಗೆ ಗಾಯ (222, 548, 561, 603)
masthead (0, 0, 1532, 159)
rubio-col1: ವಾಷಿಂಗ್ಟನ್, ಆ.18- ಭಾರತ ಮತ್ತು ಪಾಕಿಸ್ತಾನ ನಡುವಿನ ಪರಿಸ್ಥಿತಿ ಹಾಗೂ ಬೆಳವಣಿಗೆಗಳ ಮೇಲೆ ಅಮೆರಿಕ ನಿಗಾ ಇರಿಸಿದೆ ಎಂದು ಅಮೆರಿಕದ ವಿದೇಶಾಂಗ ಕಾರ್ಯದರ್ಶಿ ಮಾರ್ಕೊ ರೂಬಿಯೋ ಹೇಳಿದ್ದಾರೆ. ಭಾರತ ಮತ್ತು ಪಾಕಿಸ್ತಾನದ ನಡುವೆ ಸಂಘರ್ಷ ಏರ್ಪಡುವ ಸಾಧ್ಯತೆ ಇದ್ದು ಎಚ್ಚರಿಕೆಯಿಂದ ಗಮನಿಸುತ್ತಿದ್ದೇವೆ. ಮಧ್ಯಸ್ಥಿಕೆ ವಹಿಸಲು ಅಮೆರಿಕ ಸಿದ್ಧವಿದೆ ಎಂದು ಅವರು ಎನ್‌ಬಿಸಿ ನ್ಯೂಸ್‌ಗೆ ನೀಡಿದ ಸಂದರ್ಶನದಲ್ಲಿ ತಿಳಿಸಿದ್ದಾರೆ. (52, 1253, 221, 1419)
naveen-col1: ಪ್ರತಿಕ್ರಿಯಿಸುತ್ತಿದ್ದಾರೆ ಮತ್ತು ಅವರ ಸ್ಥಿತಿ ಸುಧಾರಿಸುತ್ತಿದೆ ಎಂದು ತಿಳಿಸಿದೆ. ಪಟ್ನಾಯಕ್ ಅವರ ಆರೋಗ್ಯ ಈಗ ಸ್ಥಿರವಾಗಿದೆ ಮತ್ತು ಅವರು ನಿರ್ಜಲೀಕರಣದಿಂದ ಚೇತರಿಸಿಕೊಳ್ಳುತ್ತಿದ್ದಾರೆ ಎಂದು ಬಿಜೆಡಿ ಉಪಾಧ್ಯಕ್ಷ ಸಂಜಯ್ ದಾಸ್ ಬರ್ಮಾ ಹೇಳಿದ್ದಾರೆ. ವಿಧಾನಸಭೆಯ ವಿರೋಧ ಪಕ್ಷದ ನಾಯಕ ಪಟ್ನಾಯಕ್ ಅವರ ಆರೋಗ್ಯದ ಬಗ್ಗೆ ಅಭಿಮಾನಿಗಳು ವಿಚಾರಿಸಿದರು. (52, 915, 215, 1064)
